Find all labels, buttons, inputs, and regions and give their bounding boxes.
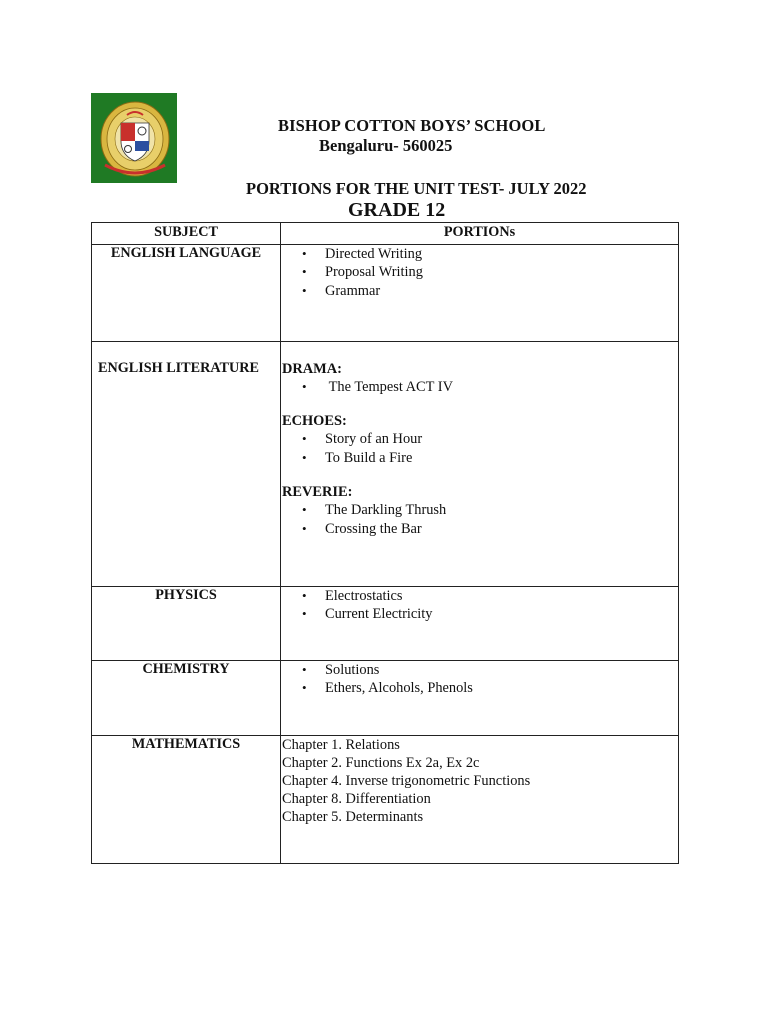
chapter-item: Chapter 4. Inverse trigonometric Functions	[282, 773, 531, 789]
subject-english-literature: ENGLISH LITERATURE	[92, 342, 281, 587]
subject-column-header: SUBJECT	[92, 223, 281, 245]
subject-physics: PHYSICS	[92, 587, 281, 661]
chapter-item: Chapter 5. Determinants	[282, 809, 424, 825]
drama-heading: DRAMA:	[282, 361, 342, 377]
school-city: Bengaluru- 560025	[319, 136, 453, 155]
portions-column-header: PORTIONs	[281, 223, 679, 245]
table-row	[92, 661, 679, 736]
bullet-list	[281, 245, 678, 300]
school-crest-icon	[91, 93, 177, 183]
list-item: • Ethers, Alcohols, Phenols	[325, 679, 678, 697]
portions-chemistry	[281, 661, 679, 736]
table-header-row	[92, 223, 679, 245]
bullet-list	[281, 501, 678, 538]
table-row	[92, 736, 679, 864]
subject-mathematics: MATHEMATICS	[92, 736, 281, 864]
list-item: • Electrostatics	[325, 587, 678, 605]
portions-english-language	[281, 245, 679, 342]
table-row	[92, 245, 679, 342]
list-item: • The Tempest ACT IV	[325, 378, 678, 396]
list-item: • To Build a Fire	[325, 449, 678, 467]
chapter-item: Chapter 8. Differentiation	[282, 791, 431, 807]
test-title: PORTIONS FOR THE UNIT TEST- JULY 2022	[246, 179, 587, 198]
portions-table	[91, 222, 679, 864]
grade-title: GRADE 12	[348, 199, 446, 221]
portions-physics	[281, 587, 679, 661]
portions-mathematics	[281, 736, 679, 864]
list-item: • Directed Writing	[325, 245, 678, 263]
bullet-list	[281, 378, 678, 396]
bullet-list	[281, 430, 678, 467]
bullet-list	[281, 587, 678, 624]
list-item: • Current Electricity	[325, 605, 678, 623]
table-row	[92, 342, 679, 587]
list-item: • Crossing the Bar	[325, 520, 678, 538]
table-row	[92, 587, 679, 661]
school-crest-graphic	[91, 93, 177, 183]
reverie-heading: REVERIE:	[282, 484, 353, 501]
bullet-list	[281, 661, 678, 698]
school-name: BISHOP COTTON BOYS’ SCHOOL	[278, 116, 546, 135]
portions-english-literature	[281, 342, 679, 587]
chapter-item: Chapter 2. Functions Ex 2a, Ex 2c	[282, 755, 480, 771]
echoes-heading: ECHOES:	[282, 413, 347, 430]
list-item: • The Darkling Thrush	[325, 501, 678, 519]
list-item: • Story of an Hour	[325, 430, 678, 448]
chapter-item: Chapter 1. Relations	[282, 737, 400, 753]
subject-english-language: ENGLISH LANGUAGE	[92, 245, 281, 342]
list-item: • Solutions	[325, 661, 678, 679]
subject-chemistry: CHEMISTRY	[92, 661, 281, 736]
list-item: • Proposal Writing	[325, 263, 678, 281]
list-item: • Grammar	[325, 282, 678, 300]
